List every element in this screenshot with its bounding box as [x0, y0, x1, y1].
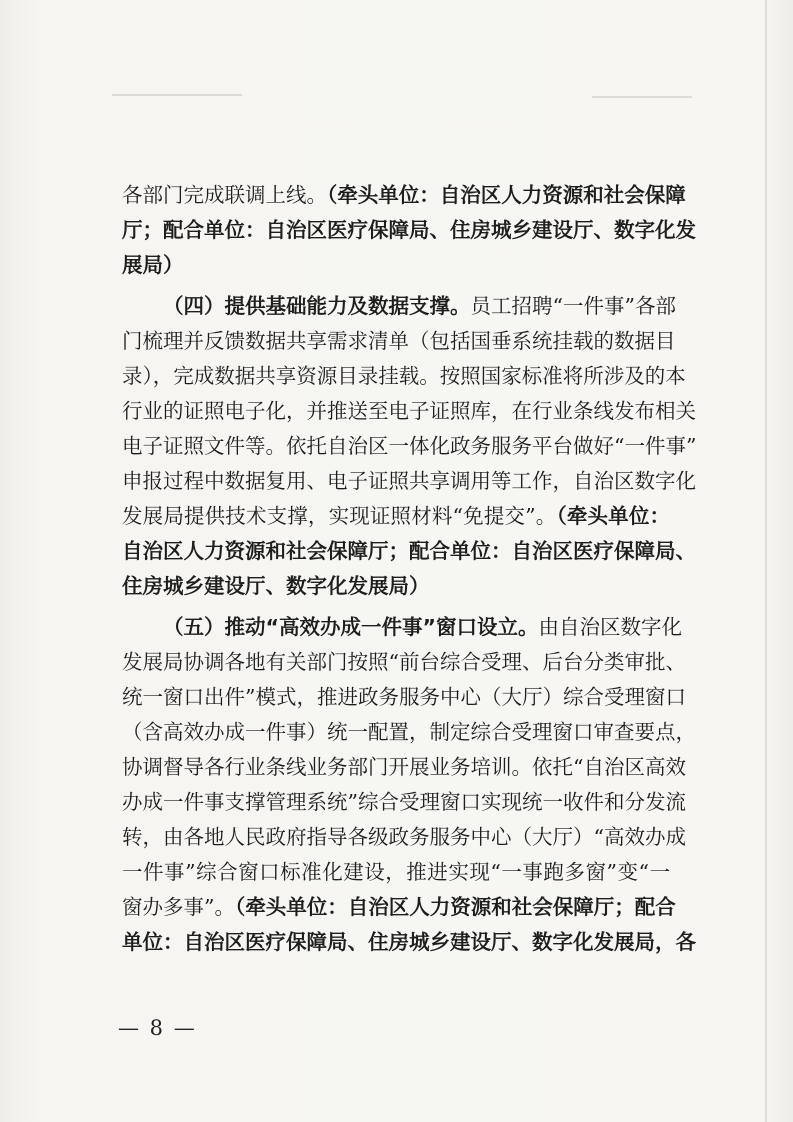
paragraph-line: 办成一件事支撑管理系统”综合受理窗口实现统一收件和分发流	[122, 790, 686, 814]
section-heading: （五）推动“高效办成一件事”窗口设立。	[163, 615, 539, 639]
paragraph-line: 发展局协调各地有关部门按照“前台综合受理、后台分类审批、	[122, 650, 686, 674]
scan-artifact-line	[112, 94, 242, 96]
paragraph-line: （含高效办成一件事）统一配置，制定综合受理窗口审查要点，	[122, 720, 696, 744]
section-heading-line: （五）推动“高效办成一件事”窗口设立。由自治区数字化	[163, 615, 682, 639]
paragraph-line: 转，由各地人民政府指导各级政务服务中心（大厅）“高效办成	[122, 825, 686, 849]
paragraph-line: 一件事”综合窗口标准化建设，推进实现“一事跑多窗”变“一	[122, 860, 670, 884]
page-number: — 8 —	[118, 1016, 197, 1040]
paragraph-line: 窗办多事”。（牵头单位：自治区人力资源和社会保障厅；配合	[122, 895, 676, 919]
paragraph-line: 各部门完成联调上线。（牵头单位：自治区人力资源和社会保障	[122, 183, 686, 207]
paragraph-line: 录），完成数据共享资源目录挂载。按照国家标准将所涉及的本	[122, 364, 686, 388]
paragraph-line: 厅；配合单位：自治区医疗保障局、住房城乡建设厅、数字化发	[122, 218, 696, 242]
paragraph-line: 申报过程中数据复用、电子证照共享调用等工作，自治区数字化	[122, 469, 696, 493]
paragraph-line: 住房城乡建设厅、数字化发展局）	[122, 574, 430, 598]
section-heading: （四）提供基础能力及数据支撑。	[163, 294, 471, 318]
paragraph-line: 统一窗口出件”模式，推进政务服务中心（大厅）综合受理窗口	[122, 685, 686, 709]
paragraph-line: 门梳理并反馈数据共享需求清单（包括国垂系统挂载的数据目	[122, 329, 676, 353]
paragraph-line: 自治区人力资源和社会保障厅；配合单位：自治区医疗保障局、	[122, 539, 696, 563]
paragraph-line: 发展局提供技术支撑，实现证照材料“免提交”。（牵头单位：	[122, 504, 670, 528]
paragraph-line: 单位：自治区医疗保障局、住房城乡建设厅、数字化发展局，各	[122, 930, 696, 954]
scan-artifact-line	[592, 96, 692, 98]
paragraph-line: 协调督导各行业条线业务部门开展业务培训。依托“自治区高效	[122, 755, 686, 779]
scan-edge	[765, 0, 767, 1122]
paragraph-line: 行业的证照电子化，并推送至电子证照库，在行业条线发布相关	[122, 399, 696, 423]
body-text	[122, 178, 697, 960]
paragraph-line: 展局）	[122, 253, 184, 277]
paragraph-line: 电子证照文件等。依托自治区一体化政务服务平台做好“一件事”	[122, 434, 697, 458]
section-heading-line: （四）提供基础能力及数据支撑。员工招聘“一件事”各部	[163, 294, 676, 318]
